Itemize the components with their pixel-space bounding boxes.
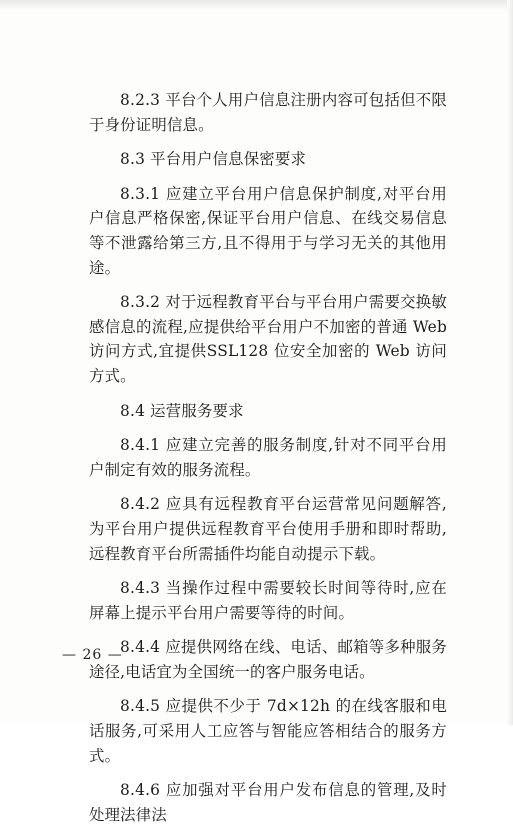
section-heading-8-4: 8.4 运营服务要求 [120,401,244,420]
paragraph-8-4-3: 8.4.3 当操作过程中需要较长时间等待时,应在屏幕上提示平台用户需要等待的时间。 [89,579,447,622]
document-body [89,88,447,827]
section-heading-8-3: 8.3 平台用户信息保密要求 [120,150,307,169]
paragraph-8-3-2: 8.3.2 对于远程教育平台与平台用户需要交换敏感信息的流程,应提供给平台用户不加密的普通 Web 访问方式,宜提供SSL128 位安全加密的 Web 访问方式。 [89,293,447,385]
paragraph-8-4-5: 8.4.5 应提供不少于 7d×12h 的在线客服和电话服务,可采用人工应答与智能应答相结合的服务方式。 [89,697,447,765]
paragraph-8-2-3: 8.2.3 平台个人用户信息注册内容可包括但不限于身份证明信息。 [89,91,447,134]
page-number: — 26 — [62,647,123,663]
paragraph-8-4-2: 8.4.2 应具有远程教育平台运营常见问题解答,为平台用户提供远程教育平台使用手册和即时帮助,远程教育平台所需插件均能自动提示下载。 [89,495,447,563]
paragraph-8-4-6: 8.4.6 应加强对平台用户发布信息的管理,及时处理法律法 [89,781,447,824]
paragraph-8-4-4: 8.4.4 应提供网络在线、电话、邮箱等多种服务途径,电话宜为全国统一的客户服务电话。 [89,638,447,681]
scan-edge-right [507,0,513,725]
scan-edge-top [0,0,513,10]
paragraph-8-3-1: 8.3.1 应建立平台用户信息保护制度,对平台用户信息严格保密,保证平台用户信息、在线交易信息等不泄露给第三方,且不得用于与学习无关的其他用途。 [89,184,447,277]
paragraph-8-4-1: 8.4.1 应建立完善的服务制度,针对不同平台用户制定有效的服务流程。 [89,436,447,479]
